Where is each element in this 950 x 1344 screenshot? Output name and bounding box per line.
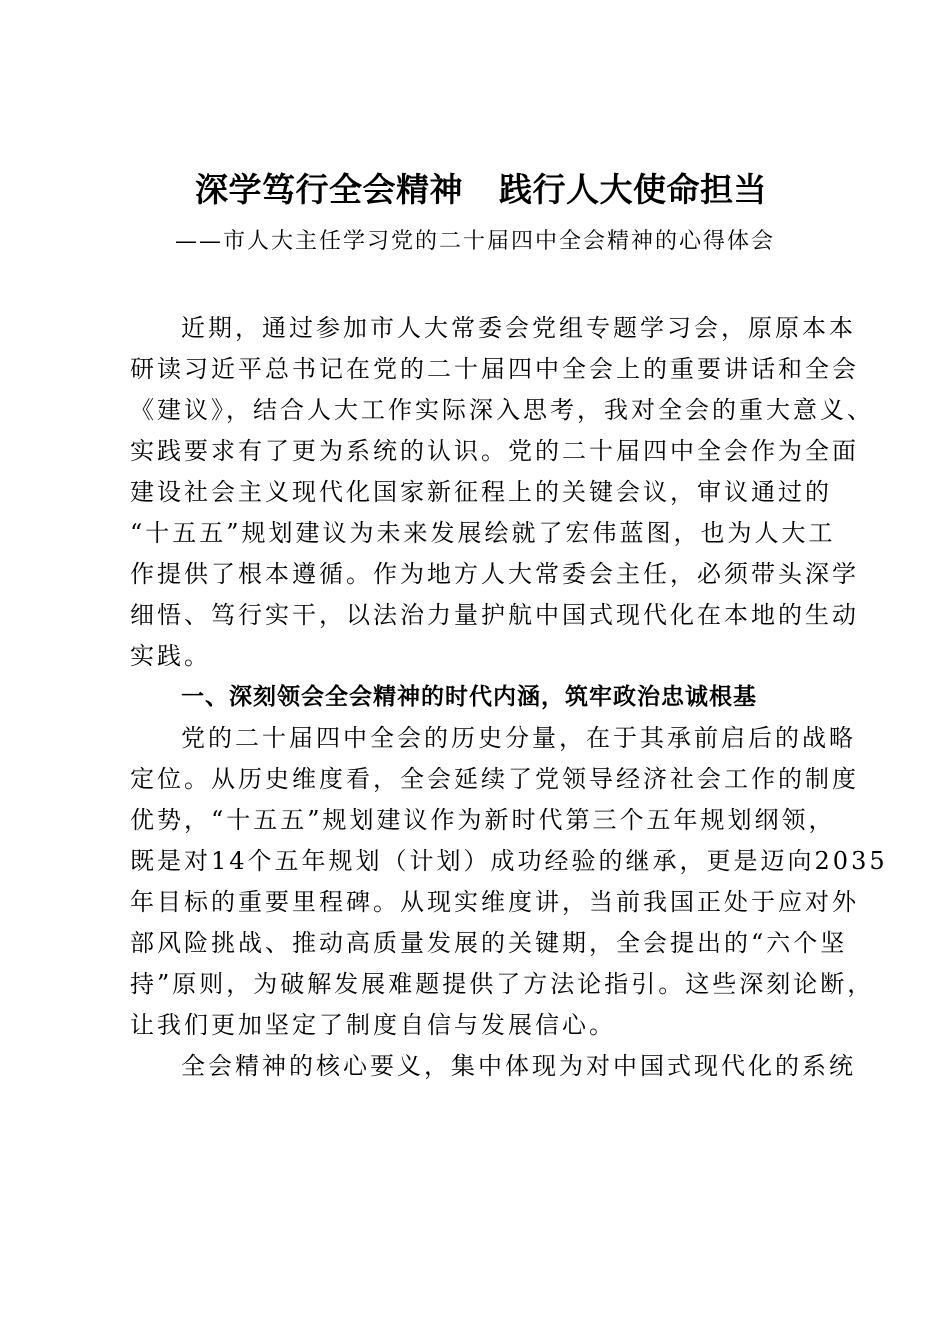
paragraph-line: 作提供了根本遵循。作为地方人大常委会主任，必须带头深学 <box>130 560 859 588</box>
paragraph-line: 全会精神的核心要义，集中体现为对中国式现代化的系统 <box>181 1052 856 1080</box>
paragraph-line: 持”原则，为破解发展难题提供了方法论指引。这些深刻论断， <box>130 970 875 998</box>
paragraph-line: 细悟、笃行实干，以法治力量护航中国式现代化在本地的生动 <box>130 601 859 629</box>
document-body <box>130 308 888 1087</box>
paragraph-line: 定位。从历史维度看，全会延续了党领导经济社会工作的制度 <box>130 765 859 793</box>
section-heading: 一、深刻领会全会精神的时代内涵，筑牢政治忠诚根基 <box>181 684 757 710</box>
paragraph-line: 党的二十届四中全会的历史分量，在于其承前启后的战略 <box>181 724 856 752</box>
paragraph-line: 优势，“十五五”规划建议作为新时代第三个五年规划纲领， <box>130 806 836 834</box>
paragraph-line: 建设社会主义现代化国家新征程上的关键会议，审议通过的 <box>130 478 832 506</box>
paragraph-line: 《建议》，结合人大工作实际深入思考，我对全会的重大意义、 <box>130 396 874 424</box>
document-subtitle: ——市人大主任学习党的二十届四中全会精神的心得体会 <box>174 229 775 254</box>
document-title: 深学笃行全会精神 践行人大使命担当 <box>195 170 767 209</box>
paragraph-line: 既是对14个五年规划（计划）成功经验的继承，更是迈向2035 <box>130 847 888 875</box>
paragraph-line: 近期，通过参加市人大常委会党组专题学习会，原原本本 <box>181 314 856 342</box>
paragraph-line: 让我们更加坚定了制度自信与发展信心。 <box>130 1011 616 1039</box>
paragraph-line: 实践要求有了更为系统的认识。党的二十届四中全会作为全面 <box>130 437 859 465</box>
paragraph-line: 部风险挑战、推动高质量发展的关键期，全会提出的“六个坚 <box>130 929 848 957</box>
paragraph-line: “十五五”规划建议为未来发展绘就了宏伟蓝图，也为人大工 <box>130 519 836 547</box>
paragraph-line: 实践。 <box>130 642 211 670</box>
paragraph-line: 研读习近平总书记在党的二十届四中全会上的重要讲话和全会 <box>130 355 859 383</box>
paragraph-line: 年目标的重要里程碑。从现实维度讲，当前我国正处于应对外 <box>130 888 859 916</box>
